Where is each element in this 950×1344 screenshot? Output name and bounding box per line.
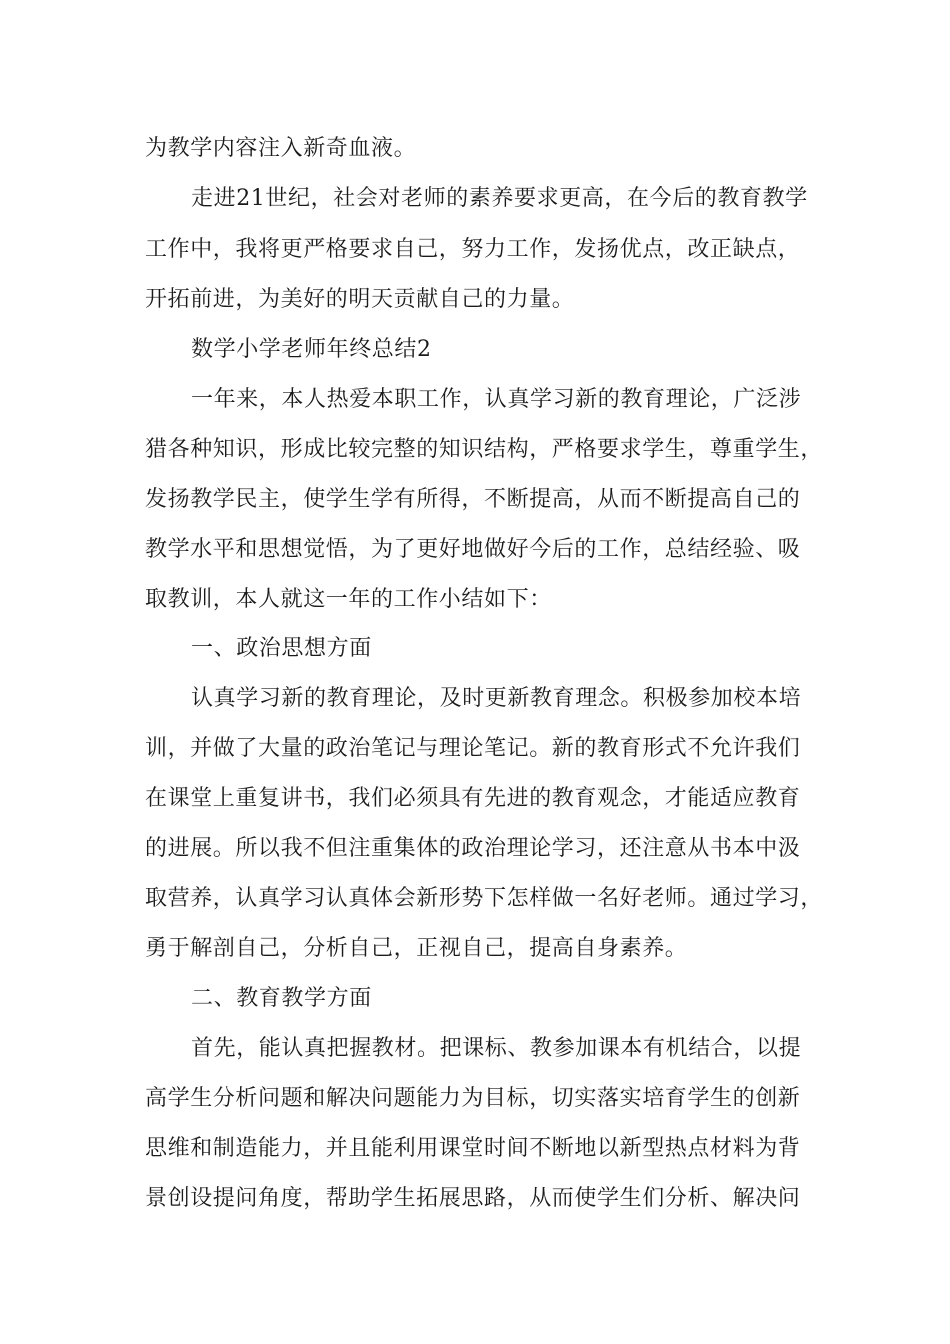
text-line: 训，并做了大量的政治笔记与理论笔记。新的教育形式不允许我们	[145, 736, 801, 761]
section-heading: 二、教育教学方面	[191, 986, 372, 1011]
text-line: 猎各种知识，形成比较完整的知识结构，严格要求学生，尊重学生，	[145, 437, 824, 462]
text-line: 取营养，认真学习认真体会新形势下怎样做一名好老师。通过学习，	[145, 886, 824, 911]
text-line: 教学水平和思想觉悟，为了更好地做好今后的工作，总结经验、吸	[145, 537, 801, 562]
text-line: 思维和制造能力，并且能利用课堂时间不断地以新型热点材料为背	[145, 1136, 801, 1161]
text-line: 发扬教学民主，使学生学有所得，不断提高，从而不断提高自己的	[145, 487, 801, 512]
text-line: 在课堂上重复讲书，我们必须具有先进的教育观念，才能适应教育	[145, 786, 801, 811]
text-line: 一年来，本人热爱本职工作，认真学习新的教育理论，广泛涉	[191, 387, 802, 412]
text-line: 取教训，本人就这一年的工作小结如下：	[145, 587, 552, 612]
text-line: 走进21世纪，社会对老师的素养要求更高，在今后的教育教学	[191, 186, 808, 211]
text-line: 景创设提问角度，帮助学生拓展思路，从而使学生们分析、解决问	[145, 1186, 801, 1211]
text-line: 首先，能认真把握教材。把课标、教参加课本有机结合，以提	[191, 1036, 802, 1061]
section-heading: 一、政治思想方面	[191, 636, 372, 661]
text-line: 认真学习新的教育理论，及时更新教育理念。积极参加校本培	[191, 686, 802, 711]
text-line: 勇于解剖自己，分析自己，正视自己，提高自身素养。	[145, 936, 688, 961]
section-heading: 数学小学老师年终总结2	[191, 337, 432, 362]
text-line: 工作中，我将更严格要求自己，努力工作，发扬优点，改正缺点，	[145, 237, 801, 262]
text-line: 的进展。所以我不但注重集体的政治理论学习，还注意从书本中汲	[145, 836, 801, 861]
text-line: 高学生分析问题和解决问题能力为目标，切实落实培育学生的创新	[145, 1086, 801, 1111]
text-line: 开拓前进，为美好的明天贡献自己的力量。	[145, 287, 575, 312]
text-line: 为教学内容注入新奇血液。	[145, 136, 417, 161]
